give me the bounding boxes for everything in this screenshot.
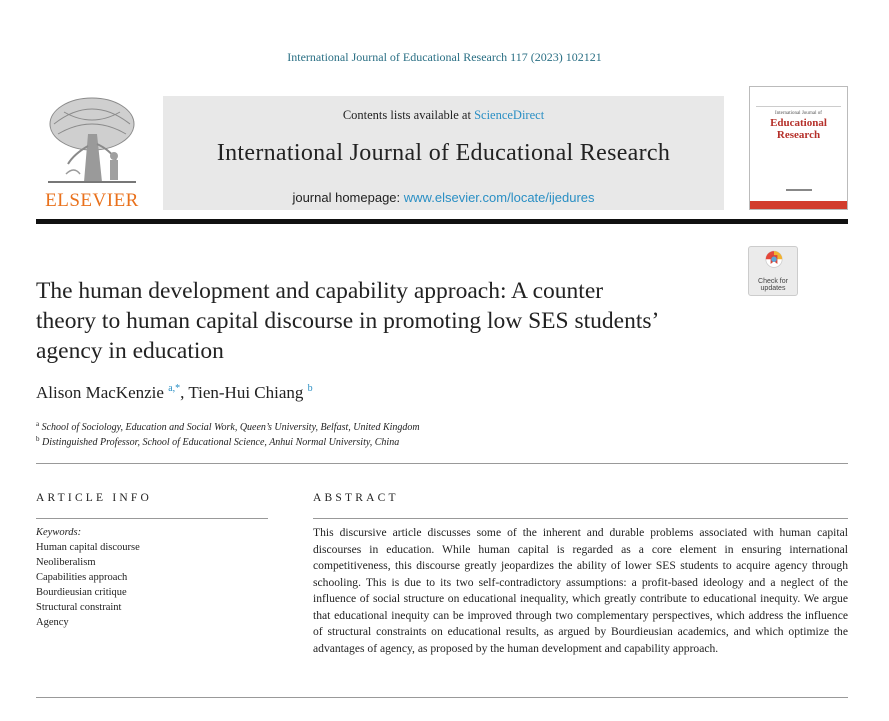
homepage-line [163,190,724,205]
crossmark-button[interactable] [748,246,798,296]
cover-footer-line [786,189,812,191]
article-title-line2: theory to human capital discourse in promoting low SES students’ [36,308,660,334]
journal-cover-thumbnail[interactable] [749,86,848,210]
contents-prefix: Contents lists available at [342,108,471,122]
tree-logo-icon [44,94,140,186]
cover-title-line1: Educational [770,117,827,129]
journal-citation[interactable]: International Journal of Educational Research 117 (2023) 102121 [287,50,602,64]
homepage-prefix: journal homepage: [292,190,401,205]
cover-title-line2: Research [776,129,821,141]
keyword-item: Agency [36,617,69,628]
keyword-item: Bourdieusian critique [36,587,127,598]
keyword-item: Capabilities approach [36,572,128,583]
author-separator: , [180,383,189,402]
affiliation-a-mark: a [36,420,40,428]
authors-line [36,383,313,403]
publisher-name: ELSEVIER [45,190,139,211]
top-thin-divider [36,463,848,464]
author-1-affiliation-marks[interactable]: a,* [168,383,181,394]
cover-title [750,117,847,141]
crossmark-icon [749,247,799,281]
author-2-affiliation-mark[interactable]: b [307,383,313,394]
cover-small-line: International Journal of [775,111,822,116]
sciencedirect-link[interactable]: ScienceDirect [474,108,545,122]
crossmark-label [749,278,797,292]
author-name-2[interactable]: Tien-Hui Chiang [188,383,304,402]
keyword-item: Human capital discourse [36,542,140,553]
homepage-link[interactable]: www.elsevier.com/locate/ijedures [403,190,595,205]
crossmark-label-line1: Check for [758,278,788,285]
abstract-heading: ABSTRACT [313,492,399,504]
article-info-divider [36,518,268,519]
cover-red-bar [750,201,847,209]
publisher-logo[interactable] [36,86,148,214]
bottom-thin-divider [36,697,848,698]
affiliation-a [36,420,420,433]
affiliation-a-text: School of Sociology, Education and Social Work, Queen’s University, Belfast, United Kingdom [41,422,420,433]
contents-line [163,108,724,123]
article-title [36,276,736,366]
keywords-label: Keywords: [36,527,82,538]
affiliation-b-text: Distinguished Professor, School of Educational Science, Anhui Normal University, China [42,437,400,448]
affiliation-b-mark: b [36,435,40,443]
affiliation-b [36,435,399,448]
author-name-1[interactable]: Alison MacKenzie [36,383,164,402]
masthead [36,86,848,214]
abstract-divider [313,518,848,519]
article-info-heading: ARTICLE INFO [36,492,152,504]
article-title-line1: The human development and capability approach: A counter [36,278,604,304]
article-title-line3: agency in education [36,338,224,364]
keyword-item: Structural constraint [36,602,122,613]
journal-info-box [163,96,724,210]
keyword-item: Neoliberalism [36,557,96,568]
keywords-block [36,525,268,630]
abstract-text: This discursive article discusses some of the inherent and durable problems associated with human capital discourses in education. While human capital is regarded as a core element in ensuring international competitiveness, this discourse greatly jeopardizes the ability of lower SES students to acquire agency through schooling. This is due to its two self-contradictory assumptions: a profit-based ideology and a neglect of the influence of social structure on educational inequality, which greatly contribute to educational inequity. We argue that educational inequity can be improved through two complementary perspectives, which address the influence of structural constraints on educational results, as argued by Bourdieusian academics, and which optimize the advantages of agency, as proposed by the human development and capability approach. [313,526,848,655]
cover-top-strip [756,93,841,107]
crossmark-label-line2: updates [760,285,786,292]
heavy-divider [36,219,848,224]
journal-title: International Journal of Educational Research [216,140,671,166]
